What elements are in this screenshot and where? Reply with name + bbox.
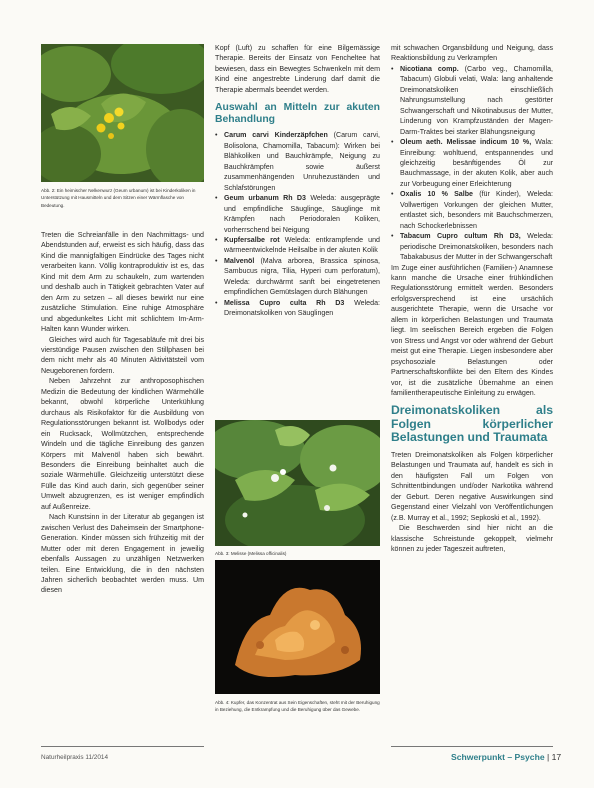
heading-akute-behandlung: Auswahl an Mitteln zur akuten Behandlung: [215, 102, 380, 125]
col3-para: Im Zuge einer ausführlichen (Familien-) Anamnese kann manche die Ursache einer frühkindlichen Regulationsstörung ermittelt werden. Besonders erfolgsversprechend ist eine ursächlich ausgerichtete Therapie, wenn die Ursache vor allem in körperlichen Belastungen und Traumata liegt. Im seelischen Bereich ergeben die Folgen von Stress und Angst vor oder während der Geburt meist gut eine Therapie. Liegen insbesondere aber psychosoziale Belastungen oder Partnerschaftskonflikte bei den Eltern des Kindes vor, ist die zusätzliche Übernahme an einen familientherapeutische Einleitung zu erwägen.: [391, 263, 553, 397]
col3-para-3: Die Beschwerden sind hier nicht an die klassische Schreistunde gekoppelt, vielmehr können zu jeder Tageszeit auftreten,: [391, 524, 553, 554]
remedy-name: Kupfersalbe rot: [224, 235, 280, 244]
remedy-name: Oleum aeth. Melissae indicum 10 %,: [400, 138, 532, 147]
col1-para-4: Nach Kunstsinn in der Literatur ab gegangen ist zwischen Verlust des Daheimsein der Smartphone-Generation. Kinder müssen sich frühzeitig mit der Mutter oder mit deren Engagement in jeweilig ebenfalls Aussagen zu unzähligen Netzwerken teilen. Eine Entwicklung, die in den nächsten Jahren sicherlich beobachtet werden muss. Um diesen: [41, 513, 204, 595]
col1-para-1: Treten die Schreianfälle in den Nachmittags- und Abendstunden auf, erweist es sich häufig, dass das Kind die mannigfaltigen Eindrücke des Tages nicht verarbeiten kann. Völlig kontraproduktiv ist es, das Kind mit dem Arm zu schaukeln, zum wartenden und deshalb auch in Tätigkeit gebrachten Vater auf den Arm zu setzen – all dieses bewirkt nur eine zusätzliche Stimulation. Eine ruhige Atmosphäre und abgedunkeltes Licht mit schlichtem Im-Arm-Halten kann Wunder wirken.: [41, 231, 204, 334]
bullet-item: [215, 256, 380, 298]
photo-melissa: [215, 420, 380, 546]
photo-geum-urbanum: [41, 44, 204, 182]
heading-dreimonatskoliken: Dreimonatskoliken als Folgen körperlicher Belastungen und Traumata: [391, 403, 553, 444]
remedy-text: (Carum carvi, Bolisolona, Chamomilla, Tabacum): Wirken bei Blähkoliken und Bauchkrämpfe, Neigung zu Bauchkrämpfen sowie äußerst zusammenhängenden Unruhezuständen und Schlafstörungen: [224, 131, 380, 192]
caption-fig4: Abb. 4: Kupfer, das Konzentrat aus Sein Eigenschaften, steht mit der Beruhigung in Beziehung, die Entkrampfung und die Beruhigung über das Gewebe.: [215, 700, 380, 713]
remedy-name: Malvenöl: [224, 256, 255, 265]
footer-rule-right: [391, 746, 553, 747]
remedy-name: Tabacum Cupro cultum Rh D3,: [400, 232, 521, 241]
page-number: 17: [551, 752, 562, 762]
remedy-name: Carum carvi Kinderzäpfchen: [224, 131, 328, 140]
footer-rule-left: [41, 746, 204, 747]
caption-fig2: Abb. 2: Ein heimischer Nelkenwurz (Geum urbanum) ist bei Kinderkoliken in Unterstützung mit Hausmitteln und dem Sitzen einer Wärmflasche von Bedeutung.: [41, 188, 196, 208]
photo-melissa-image: [215, 420, 380, 546]
bullet-item: [215, 235, 380, 256]
remedy-text: (Carbo veg., Chamomilla, Tabacum) Globuli velati, Wala: lang anhaltende Dreimonatskoliken einschließlich Nahrungsumstellung nach gestörter Schwangerschaft und Nikotinabusus der Mutter, Linderung von Krampfzuständen der Magen-Darm-Traktes bei starker Blähungsneigung: [400, 64, 553, 136]
photo-copper-image: [215, 560, 380, 694]
bullet-item: [215, 130, 380, 193]
footer-section-title: Schwerpunkt – Psyche: [451, 752, 545, 762]
remedy-text: (für Kinder), Weleda: Vollwertigen Vorkungen der gleichen Mutter, entlastet sich, besonders mit Bauchschmerzen, nach Schockerlebnissen: [400, 190, 553, 230]
footer-section: Schwerpunkt – Psyche | 17: [451, 752, 562, 762]
column-2: [215, 43, 380, 319]
remedy-name: Geum urbanum Rh D3: [224, 194, 306, 203]
col3-cont: mit schwachen Organsbildung und Neigung, dass Reaktionsbildung zu Verkrampfen: [391, 44, 553, 63]
caption-fig3: Abb. 3: Melisse (Melissa officinalis): [215, 551, 287, 556]
photo-geum-urbanum-image: [41, 44, 204, 182]
col2-intro: Kopf (Luft) zu schaffen für eine Bilgemässige Therapie. Bereits der Einsatz von Fencheltee hat bewiesen, dass ein Bewegtes Schwenkeln mit dem Kind eine angestrebte Linderung darf damit die Therapie abermals beendet werden.: [215, 44, 380, 94]
remedy-text: Weleda: entkrampfende und wärmeentwickelnde Heilsalbe in der akuten Kolik: [224, 235, 380, 255]
remedy-text: Weleda: ausgeprägte und empfindliche Säuglinge, Säuglinge mit Krämpfen nach Periodoralen Koliken, vorherrschend bei Neigung: [224, 194, 380, 234]
footer-issue: Naturheilpraxis 11/2014: [41, 754, 109, 761]
column-3: [391, 43, 553, 555]
bullet-item: [391, 231, 553, 262]
remedy-text: (Malva arborea, Brassica spinosa, Sambucus nigra, Tilia, Hyperi cum perforatum), Weleda: durchwärmt sanft bei eingetretenen empfindlichen Gemütslagen durch Blähungen: [224, 256, 380, 297]
col3-para-2: Treten Dreimonatskoliken als Folgen körperlicher Belastungen und Traumata auf, handelt es sich in den häufigsten Fall um Folgen von Schnittentbindungen und/oder Narkotika während der Geburt. Deren negative Auswirkungen sind Gegenstand einer Vielzahl von Veröffentlichungen (z.B. Murray et al., 1992; Sepkoski et al., 1992).: [391, 451, 553, 522]
remedy-text: Weleda: Dreimonatskoliken von Säuglingen: [224, 298, 380, 318]
remedy-name: Nicotiana comp.: [400, 64, 459, 73]
remedy-text: Wala: Einreibung: wohltuend, entspannendes und gleichzeitig besänftigendes Öl zur Bauchmassage, in der akuten Kolik, aber auch zur Vorbeugung einer Erleichterung: [400, 138, 553, 188]
col1-para-3: Neben Jahrzehnt zur anthroposophischen Medizin die Bedeutung der kindlichen Wärmehülle bekannt, obwohl körperliche Unterkühlung durchaus als Risikofaktor für die Ausbildung von Regulationsstörungen bekannt ist. Wollbodys oder ein Rucksack, Wollmützchen, entsprechende Windeln und die tägliche Einreibung des ganzen Körpers mit Malvenöl haben sich bewährt. Besonders die Einreibung beinhaltet auch die soziale Wärmehülle. Gleichzeitig unterstützt diese Fülle das Kind auch darin, sich gegenüber seiner Umwelt abzugrenzen, es ist weniger empfindlich auf Außenreize.: [41, 377, 204, 511]
bullet-item: [215, 298, 380, 319]
remedy-name: Melissa Cupro culta Rh D3: [224, 298, 345, 307]
bullet-item: [215, 193, 380, 235]
column-1: [41, 230, 204, 596]
col1-para-2: Gleiches wird auch für Tagesabläufe mit drei bis vierstündige Pausen zwischen den Stillphasen bei dem nicht mehr als 40 Minuten Aktivitätsteil vom Neugeborenen fordern.: [41, 335, 204, 375]
bullet-item: [391, 189, 553, 231]
bullet-item: [391, 64, 553, 137]
remedy-name: Oxalis 10 % Salbe: [400, 190, 474, 199]
photo-copper: [215, 560, 380, 694]
bullet-item: [391, 137, 553, 189]
remedy-text: Weleda: periodische Dreimonatskoliken, besonders nach Tabakabusus der Mutter in der Schwangerschaft: [400, 232, 553, 262]
